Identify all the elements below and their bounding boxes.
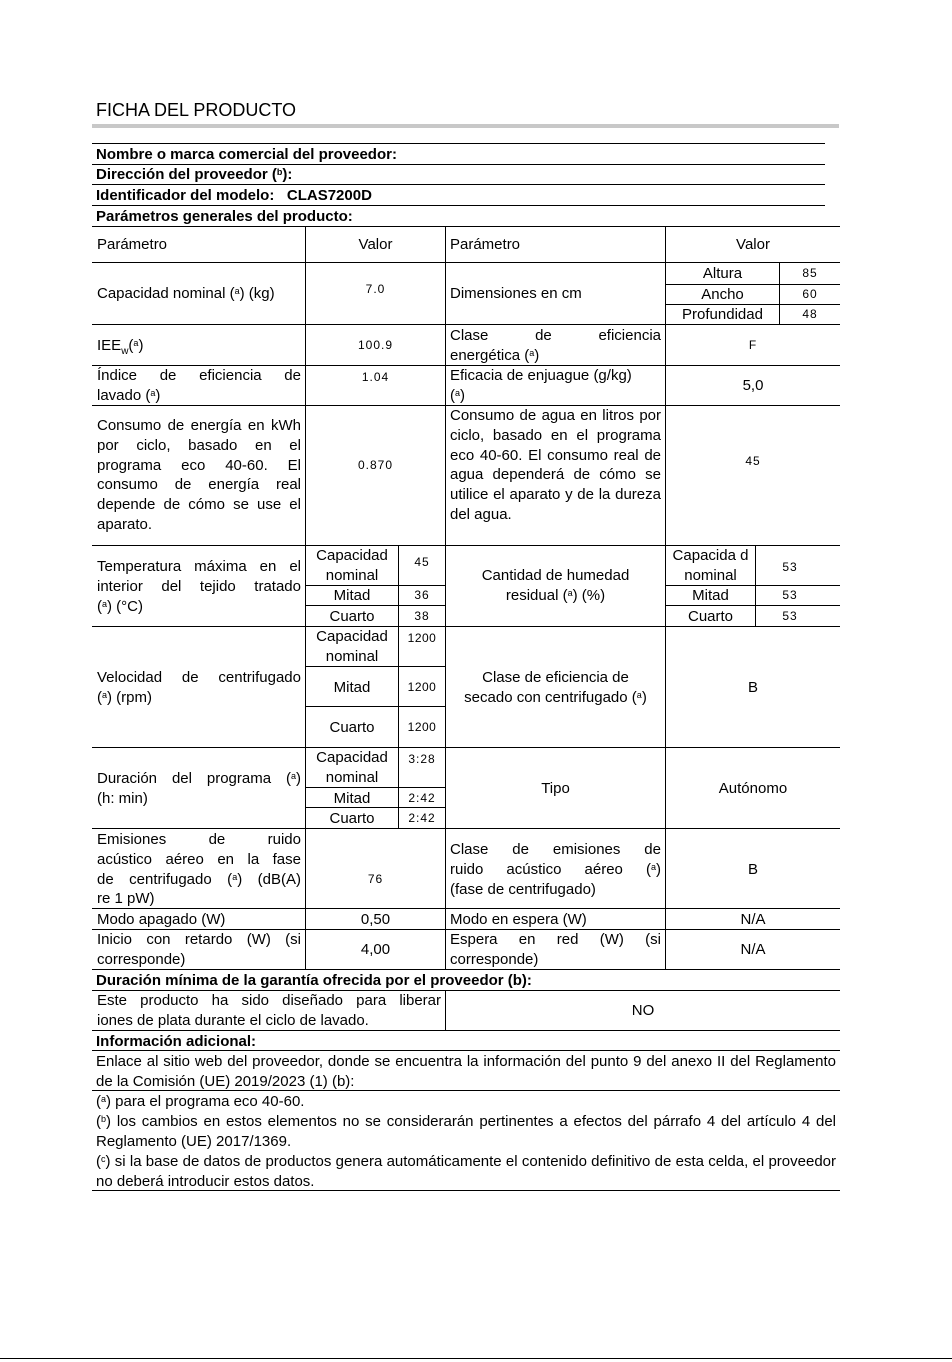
col-header-param: Parámetro — [97, 236, 168, 253]
duration-rated-capacity-label: Capacidad nominal — [316, 749, 388, 786]
dimensions-label: Dimensiones en cm — [450, 285, 582, 302]
type-value: Autónomo — [718, 780, 788, 797]
title-divider — [92, 124, 839, 128]
max-temp-label: Temperatura máxima en el interior del tejido tratado ($^a$) (°C) — [97, 558, 301, 615]
noise-label: Emisiones de ruido acústico aéreo en la fase de centrifugado ($^a$) (dB(A) re 1 pW) — [97, 831, 302, 908]
spin-quarter-label: Cuarto — [329, 719, 375, 736]
spin-half-value: 1200 — [407, 680, 437, 694]
moisture-full-value: 53 — [782, 560, 798, 574]
rinsing-value: 5,0 — [742, 377, 764, 394]
footnote-b: ($^b$) los cambios en estos elementos no se considerarán pertinentes a efectos del párrafo 4 del artículo 4 del Reglamento (UE) 2017/1369. — [96, 1113, 836, 1150]
height-label: Altura — [702, 265, 743, 282]
water-consumption-value: 45 — [745, 454, 761, 468]
moisture-half-value: 53 — [782, 588, 798, 602]
table-rule — [92, 262, 840, 263]
type-label: Tipo — [541, 780, 570, 797]
duration-quarter-label: Cuarto — [329, 810, 375, 827]
additional-info-label: Información adicional: — [96, 1033, 257, 1050]
iee-value: 100.9 — [357, 338, 394, 352]
moisture-label: Cantidad de humedad residual ($^a$) (%) — [481, 567, 630, 604]
energy-class-value: F — [748, 338, 758, 352]
max-temp-quarter-label: Cuarto — [329, 608, 375, 625]
duration-label: Duración del programa ($^a$) (h: min) — [97, 770, 301, 807]
delay-start-value: 4,00 — [360, 941, 391, 958]
table-rule — [92, 226, 840, 227]
max-temp-half-value: 36 — [414, 588, 430, 602]
standby-value: N/A — [740, 911, 766, 928]
footnote-c: ($^c$) si la base de datos de productos genera automáticamente el contenido definitivo de esta celda, el proveedor no deberá introducir estos datos. — [96, 1153, 836, 1190]
moisture-rated-capacity-label: Capacida d nominal — [672, 547, 749, 584]
spin-half-label: Mitad — [333, 679, 371, 696]
divider — [92, 205, 825, 206]
max-temp-full-value: 45 — [414, 555, 430, 569]
duration-quarter-value: 2:42 — [408, 811, 436, 825]
depth-label: Profundidad — [682, 306, 763, 323]
spin-class-label: Clase de eficiencia de secado con centrifugado ($^a$) — [464, 669, 647, 706]
spin-rated-capacity-label: Capacidad nominal — [316, 628, 388, 665]
silver-ions-value: NO — [631, 1002, 655, 1019]
max-temp-quarter-value: 38 — [414, 609, 430, 623]
width-value: 60 — [802, 287, 818, 301]
supplier-address-label: Dirección del proveedor ($^b$): — [96, 166, 293, 183]
page-bottom-rule — [0, 1358, 952, 1359]
general-params-label: Parámetros generales del producto: — [96, 208, 353, 225]
model-identifier: Identificador del modelo: CLAS7200D — [96, 187, 372, 204]
spin-class-value: B — [747, 679, 758, 696]
model-id-value: CLAS7200D — [286, 187, 372, 204]
page-title: FICHA DEL PRODUCTO — [96, 100, 297, 120]
energy-consumption-label: Consumo de energía en kWh por ciclo, basado en el programa eco 40-60. El consumo de energía real depende de cómo se use el aparato. — [97, 417, 301, 533]
max-temp-rated-capacity-label: Capacidad nominal — [316, 547, 388, 584]
network-standby-label: Espera en red (W) (si corresponde) — [450, 931, 661, 968]
delay-start-label: Inicio con retardo (W) (si corresponde) — [97, 931, 301, 968]
max-temp-half-label: Mitad — [333, 587, 371, 604]
height-value: 85 — [802, 266, 818, 280]
noise-class-label: Clase de emisiones de ruido acústico aéreo ($^a$) (fase de centrifugado) — [450, 841, 661, 898]
washing-index-value: 1.04 — [361, 370, 390, 384]
duration-half-label: Mitad — [333, 790, 371, 807]
supplier-name-label: Nombre o marca comercial del proveedor: — [96, 146, 397, 163]
duration-full-value: 3:28 — [408, 752, 436, 766]
col-header-value: Valor — [358, 236, 393, 253]
warranty-label: Duración mínima de la garantía ofrecida por el proveedor (b): — [96, 972, 532, 989]
duration-half-value: 2:42 — [408, 791, 436, 805]
width-label: Ancho — [701, 286, 744, 303]
noise-class-value: B — [747, 861, 758, 878]
off-mode-value: 0,50 — [360, 911, 391, 928]
standby-label: Modo en espera (W) — [450, 911, 587, 928]
energy-consumption-value: 0.870 — [357, 458, 394, 472]
capacity-value: 7.0 — [365, 282, 386, 296]
moisture-half-label: Mitad — [692, 587, 729, 604]
noise-value: 76 — [367, 872, 384, 886]
table-rule — [92, 828, 840, 829]
rinsing-label: Eficacia de enjuague (g/kg) ($^a$) — [450, 367, 632, 404]
iee-label: $IEE_w(^a)$ — [97, 337, 144, 357]
footnote-a: ($^a$) para el programa eco 40-60. — [96, 1093, 305, 1110]
table-rule — [305, 706, 445, 707]
divider — [92, 184, 825, 185]
capacity-label: Capacidad nominal ($^a$) (kg) — [97, 285, 275, 302]
spin-quarter-value: 1200 — [407, 720, 437, 734]
divider — [92, 143, 825, 144]
washing-index-label: Índice de eficiencia de lavado ($^a$) — [97, 367, 301, 404]
col-header-param-2: Parámetro — [450, 236, 521, 253]
off-mode-label: Modo apagado (W) — [97, 911, 226, 928]
col-header-value-2: Valor — [736, 236, 770, 253]
depth-value: 48 — [802, 307, 818, 321]
energy-class-label: Clase de eficiencia energética ($^a$) — [450, 327, 661, 364]
spin-speed-label: Velocidad de centrifugado ($^a$) (rpm) — [97, 669, 301, 706]
website-text: Enlace al sitio web del proveedor, donde se encuentra la información del punto 9 del anexo II del Reglamento de la Comisión (UE) 2019/2023 (1) (b): — [96, 1053, 836, 1090]
moisture-quarter-value: 53 — [782, 609, 798, 623]
network-standby-value: N/A — [740, 941, 766, 958]
spin-full-value: 1200 — [407, 631, 437, 645]
table-rule — [92, 747, 840, 748]
water-consumption-label: Consumo de agua en litros por ciclo, basado en el programa eco 40-60. El consumo real de agua dependerá de cómo se utilice el aparato y de la dureza del agua. — [450, 407, 661, 523]
moisture-quarter-label: Cuarto — [687, 608, 734, 625]
silver-ions-label: Este producto ha sido diseñado para liberar iones de plata durante el ciclo de lavado. — [97, 992, 441, 1029]
